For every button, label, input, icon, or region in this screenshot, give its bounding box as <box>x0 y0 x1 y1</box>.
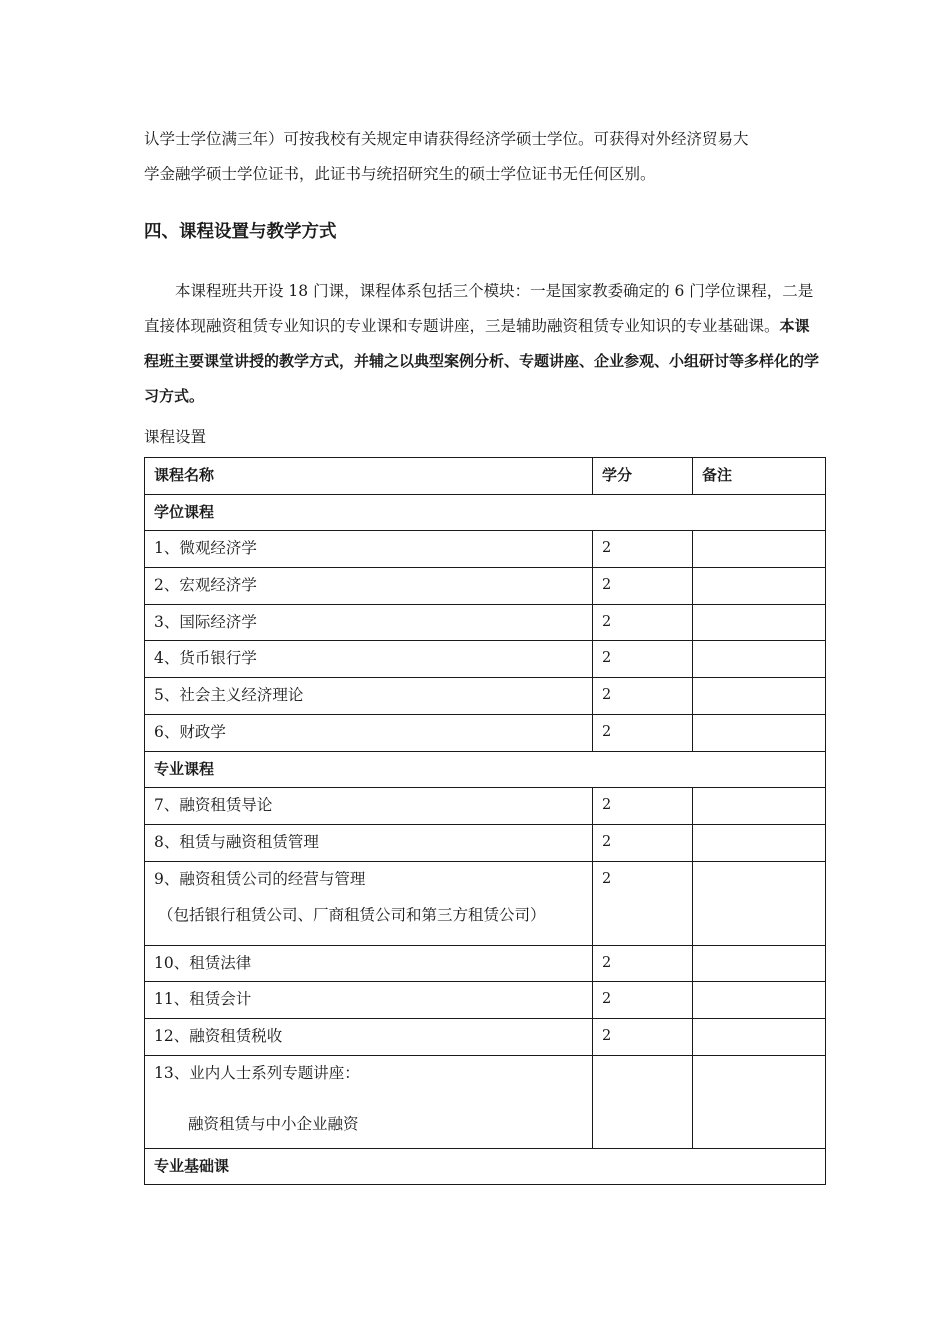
table-row <box>145 714 826 751</box>
table-row <box>145 531 826 568</box>
course-note <box>693 568 826 605</box>
section-row-degree <box>145 494 826 531</box>
course-credit: 2 <box>593 945 693 982</box>
course-note <box>693 788 826 825</box>
course-name: 11、租赁会计 <box>145 982 593 1019</box>
course-credit: 2 <box>593 788 693 825</box>
course-name: 1、微观经济学 <box>145 531 593 568</box>
course-note <box>693 678 826 715</box>
course-note <box>693 861 826 945</box>
table-caption: 课程设置 <box>144 428 207 446</box>
course-credit: 2 <box>593 641 693 678</box>
table-row <box>145 945 826 982</box>
course-credit <box>593 1055 693 1148</box>
table-row <box>145 568 826 605</box>
table-row <box>145 641 826 678</box>
table-row <box>145 1055 826 1148</box>
course-credit: 2 <box>593 678 693 715</box>
course-credit: 2 <box>593 531 693 568</box>
course-note <box>693 604 826 641</box>
course-name: 12、融资租赁税收 <box>145 1018 593 1055</box>
paragraph-bold-text: 本课程班主要课堂讲授的教学方式，并辅之以典型案例分析、专题讲座、企业参观、小组研讨等多样化的学习方式。 <box>144 317 820 405</box>
intro-line-1: 认学士学位满三年）可按我校有关规定申请获得经济学硕士学位。可获得对外经济贸易大 <box>144 130 749 148</box>
intro-line-2: 学金融学硕士学位证书，此证书与统招研究生的硕士学位证书无任何区别。 <box>144 165 656 183</box>
course-credit: 2 <box>593 982 693 1019</box>
section-row-major <box>145 751 826 788</box>
course-credit: 2 <box>593 861 693 945</box>
course-credit: 2 <box>593 1018 693 1055</box>
table-row <box>145 982 826 1019</box>
paragraph-normal-text: 本课程班共开设 18 门课，课程体系包括三个模块：一是国家教委确定的 6 门学位课程，二是直接体现融资租赁专业知识的专业课和专题讲座，三是辅助融资租赁专业知识的专业基础课。 <box>144 282 814 335</box>
section-label-degree: 学位课程 <box>145 494 826 531</box>
course-subtitle: （包括银行租赁公司、厂商租赁公司和第三方租赁公司） <box>158 905 546 924</box>
course-note <box>693 531 826 568</box>
course-note <box>693 641 826 678</box>
section-paragraph <box>144 274 824 414</box>
course-name: 4、货币银行学 <box>145 641 593 678</box>
table-row <box>145 788 826 825</box>
table-row <box>145 1018 826 1055</box>
course-name: 7、融资租赁导论 <box>145 788 593 825</box>
section-label-foundation: 专业基础课 <box>145 1148 826 1185</box>
course-credit: 2 <box>593 568 693 605</box>
section-label-major: 专业课程 <box>145 751 826 788</box>
course-name: 8、租赁与融资租赁管理 <box>145 824 593 861</box>
table-row <box>145 824 826 861</box>
course-name: 9、融资租赁公司的经营与管理 <box>154 869 366 888</box>
course-credit: 2 <box>593 604 693 641</box>
course-note <box>693 1018 826 1055</box>
table-row <box>145 861 826 945</box>
table-header-row <box>145 458 826 495</box>
course-subtitle: 融资租赁与中小企业融资 <box>188 1114 359 1133</box>
course-note <box>693 824 826 861</box>
course-note <box>693 945 826 982</box>
section-heading: 四、课程设置与教学方式 <box>144 222 337 242</box>
course-name-cell <box>145 861 593 945</box>
course-name: 3、国际经济学 <box>145 604 593 641</box>
table-row <box>145 604 826 641</box>
header-note: 备注 <box>693 458 826 495</box>
header-credit: 学分 <box>593 458 693 495</box>
course-name: 13、业内人士系列专题讲座： <box>154 1063 360 1082</box>
course-table <box>144 457 826 1185</box>
section-row-foundation <box>145 1148 826 1185</box>
course-name: 6、财政学 <box>145 714 593 751</box>
course-note <box>693 714 826 751</box>
course-name: 5、社会主义经济理论 <box>145 678 593 715</box>
table-row <box>145 678 826 715</box>
course-credit: 2 <box>593 714 693 751</box>
course-name: 10、租赁法律 <box>145 945 593 982</box>
course-name-cell <box>145 1055 593 1148</box>
course-name: 2、宏观经济学 <box>145 568 593 605</box>
header-course-name: 课程名称 <box>145 458 593 495</box>
course-note <box>693 1055 826 1148</box>
course-credit: 2 <box>593 824 693 861</box>
course-note <box>693 982 826 1019</box>
